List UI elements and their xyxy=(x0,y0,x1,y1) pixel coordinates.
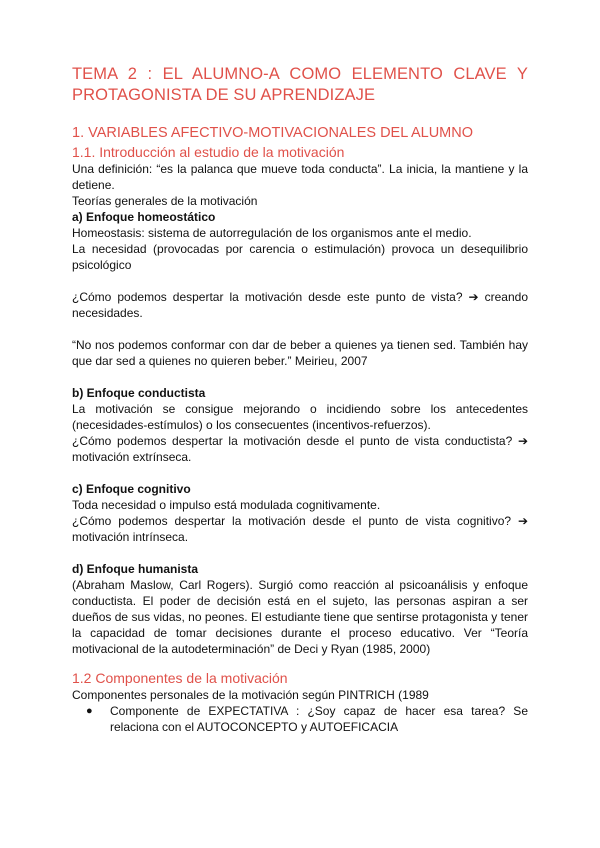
list-item xyxy=(86,703,528,735)
document-page xyxy=(72,64,528,735)
section-heading-1: 1. VARIABLES AFECTIVO-MOTIVACIONALES DEL ALUMNO xyxy=(72,125,474,141)
approach-a-paragraph-1: Homeostasis: sistema de autorregulación de los organismos ante el medio. xyxy=(72,226,472,240)
approach-c-paragraph-2: ¿Cómo podemos despertar la motivación desde el punto de vista cognitivo? ➔ motivación intrínseca. xyxy=(72,514,528,544)
meirieu-quote: “No nos podemos conformar con dar de beber a quienes ya tienen sed. También hay que dar sed a quienes no quieren beber.” Meirieu, 2007 xyxy=(72,338,528,368)
components-intro: Componentes personales de la motivación según PINTRICH (1989 xyxy=(72,688,429,702)
approach-b-paragraph-1: La motivación se consigue mejorando o incidiendo sobre los antecedentes (necesidades-estímulos) o los consecuentes (incentivos-refuerzos). xyxy=(72,402,528,432)
approach-c-paragraph-1: Toda necesidad o impulso está modulada cognitivamente. xyxy=(72,498,381,512)
approach-b-paragraph-2: ¿Cómo podemos despertar la motivación desde el punto de vista conductista? ➔ motivación extrínseca. xyxy=(72,434,528,464)
definition-paragraph: Una definición: “es la palanca que mueve toda conducta”. La inicia, la mantiene y la detiene. xyxy=(72,162,528,192)
document-title: TEMA 2 : EL ALUMNO-A COMO ELEMENTO CLAVE Y PROTAGONISTA DE SU APRENDIZAJE xyxy=(72,65,528,104)
approach-a-heading: a) Enfoque homeostático xyxy=(72,210,216,224)
approach-a-question: ¿Cómo podemos despertar la motivación desde este punto de vista? ➔ creando necesidades. xyxy=(72,290,528,320)
approach-a-paragraph-2: La necesidad (provocadas por carencia o estimulación) provoca un desequilibrio psicológico xyxy=(72,242,528,272)
subsection-heading-1-2: 1.2 Componentes de la motivación xyxy=(72,670,288,686)
subsection-heading-1-1: 1.1. Introducción al estudio de la motivación xyxy=(72,144,345,160)
approach-d-heading: d) Enfoque humanista xyxy=(72,562,198,576)
list-item-text: Componente de EXPECTATIVA : ¿Soy capaz de hacer esa tarea? Se relaciona con el AUTOCONCEPTO y AUTOEFICACIA xyxy=(110,704,528,734)
approach-c-heading: c) Enfoque cognitivo xyxy=(72,482,191,496)
theories-label: Teorías generales de la motivación xyxy=(72,194,258,208)
approach-b-heading: b) Enfoque conductista xyxy=(72,386,206,400)
bullet-icon: ● xyxy=(86,705,93,717)
approach-d-paragraph-1: (Abraham Maslow, Carl Rogers). Surgió como reacción al psicoanálisis y enfoque conductista. El poder de decisión está en el sujeto, las personas aspiran a ser dueños de sus vidas, no peones. El estudiante tiene que sentirse protagonista y tener la capacidad de tomar decisiones durante el proceso educativo. Ver “Teoría motivacional de la autodeterminación” de Deci y Ryan (1985, 2000) xyxy=(72,578,528,656)
